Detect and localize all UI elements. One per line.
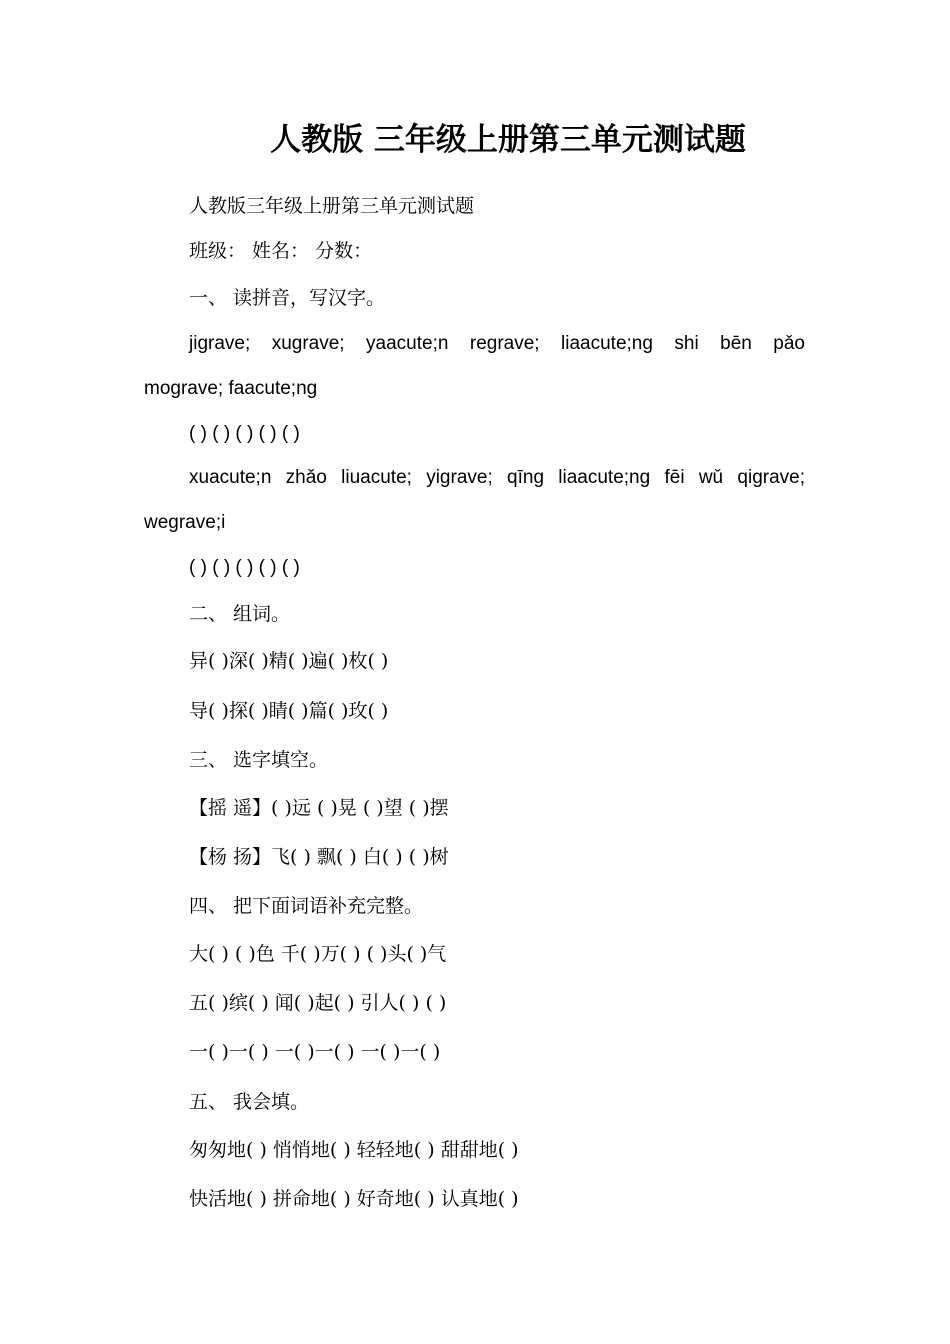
fill-row-2: 快活地( ) 拼命地( ) 好奇地( ) 认真地( ) <box>189 1188 519 1210</box>
complete-row-2: 五( )缤( ) 闻( )起( ) 引人( ) ( ) <box>189 992 447 1014</box>
pinyin-line-2a: xuacute;n zhǎo liuacute; yigrave; qīng liaacute;ng fēi wǔ qigrave; <box>189 467 805 488</box>
section1-heading: 一、 读拼音，写汉字。 <box>189 287 386 309</box>
document-title: 人教版 三年级上册第三单元测试题 <box>270 122 746 158</box>
section5-heading: 五、 我会填。 <box>189 1091 310 1113</box>
words-row-2: 导( )探( )睛( )篇( )玫( ) <box>189 700 389 722</box>
choose-row-2: 【杨 扬】飞( ) 飘( ) 白( ) ( )树 <box>189 846 449 868</box>
complete-row-1: 大( ) ( )色 千( )万( ) ( )头( )气 <box>189 943 447 965</box>
blanks-row-1: ( ) ( ) ( ) ( ) ( ) <box>189 423 300 444</box>
section4-heading: 四、 把下面词语补充完整。 <box>189 895 424 917</box>
blanks-row-2: ( ) ( ) ( ) ( ) ( ) <box>189 557 300 578</box>
pinyin-line-1a: jigrave; xugrave; yaacute;n regrave; liaacute;ng shi bēn pǎo <box>189 333 805 354</box>
complete-row-3: 一( )一( ) 一( )一( ) 一( )一( ) <box>189 1041 441 1063</box>
choose-row-1: 【摇 遥】( )远 ( )晃 ( )望 ( )摆 <box>189 797 449 819</box>
info-line: 班级： 姓名： 分数： <box>189 240 373 262</box>
fill-row-1: 匆匆地( ) 悄悄地( ) 轻轻地( ) 甜甜地( ) <box>189 1139 519 1161</box>
document-subtitle: 人教版三年级上册第三单元测试题 <box>189 195 475 217</box>
pinyin-line-1b: mograve; faacute;ng <box>144 378 318 399</box>
section2-heading: 二、 组词。 <box>189 603 291 625</box>
words-row-1: 异( )深( )精( )遍( )枚( ) <box>189 650 389 672</box>
section3-heading: 三、 选字填空。 <box>189 749 329 771</box>
pinyin-line-2b: wegrave;i <box>144 512 226 533</box>
